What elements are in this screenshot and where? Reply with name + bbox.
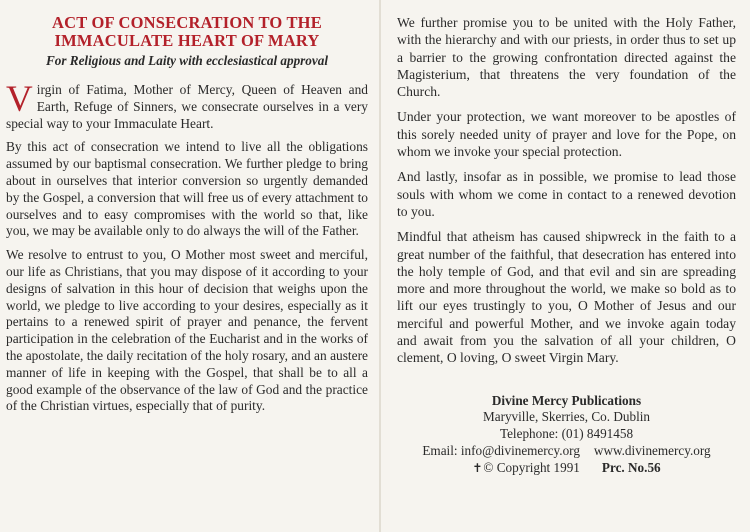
paragraph-6: And lastly, insofar as in possible, we promise to lead those souls with whom we come in contact to a renewed devotion to you. <box>397 169 736 219</box>
right-panel <box>382 0 750 477</box>
copyright-row <box>397 460 736 477</box>
publisher-email: Email: info@divinemercy.org <box>422 443 580 459</box>
title-line-1: ACT OF CONSECRATION TO THE <box>52 13 322 32</box>
title-line-2: IMMACULATE HEART OF MARY <box>54 31 320 50</box>
paragraph-7: Mindful that atheism has caused shipwreck in the faith to a great number of the faithful, that desecration has entered into the holy temple of God, and that evil and sin are spreading more and more throughout the world, we make so bold as to lift our eyes trustingly to you, O Mother of Jesus and our merciful and powerful Mother, and we invoke again today and await from you the salvation of all your children, O clement, O loving, O sweet Virgin Mary. <box>397 229 736 366</box>
paragraph-3: We resolve to entrust to you, O Mother most sweet and merciful, our life as Christians, that you may dispose of it according to your designs of salvation in this hour of decision that weighs upon the world, we pledge to live according to your desires, especially as it pertains to a renewed spirit of prayer and penance, the fervent participation in the celebration of the Eucharist and in the works of the apostolate, the daily recitation of the holy rosary, and an austere manner of life in keeping with the Gospel, that shall be to all a good example of the observance of the law of God and the practice of the Christian virtues, especially that of purity. <box>6 247 368 414</box>
paragraph-1-text: irgin of Fatima, Mother of Mercy, Queen of Heaven and Earth, Refuge of Sinners, we consecrate ourselves in a very special way to your Immaculate Heart. <box>6 82 368 131</box>
paragraph-1 <box>6 79 368 132</box>
copyright <box>472 460 580 477</box>
title <box>6 14 368 50</box>
contact-row <box>397 443 736 460</box>
publisher-address: Maryville, Skerries, Co. Dublin <box>482 409 651 425</box>
left-panel <box>0 0 378 422</box>
publisher-website: www.divinemercy.org <box>593 443 711 459</box>
publisher-name: Divine Mercy Publications <box>491 392 642 408</box>
fold-line <box>379 0 381 532</box>
paragraph-2: By this act of consecration we intend to live all the obligations assumed by our baptismal consecration. We further pledge to bring about in ourselves that interior conversion so urgently demanded by the Gospel, a conversion that will free us of every attachment to ourselves and to easy compromises with the world so that, like you, we may be available only to do always the will of the Father. <box>6 139 368 239</box>
drop-cap: V <box>6 79 33 120</box>
subtitle: For Religious and Laity with ecclesiastical approval <box>45 53 329 68</box>
publisher-telephone: Telephone: (01) 8491458 <box>499 426 634 442</box>
copyright-text: © Copyright 1991 <box>483 459 580 475</box>
prc-number: Prc. No.56 <box>601 459 661 475</box>
publisher-block <box>397 393 736 477</box>
cross-icon: ✝ <box>472 460 483 475</box>
paragraph-5: Under your protection, we want moreover to be apostles of this sorely needed unity of prayer and love for the Pope, on whom we invoke your special protection. <box>397 109 736 160</box>
paragraph-4: We further promise you to be united with the Holy Father, with the hierarchy and with our priests, in order thus to set up a barrier to the growing confrontation directed against the Magisterium, that threatens the very foundation of the Church. <box>397 15 736 100</box>
